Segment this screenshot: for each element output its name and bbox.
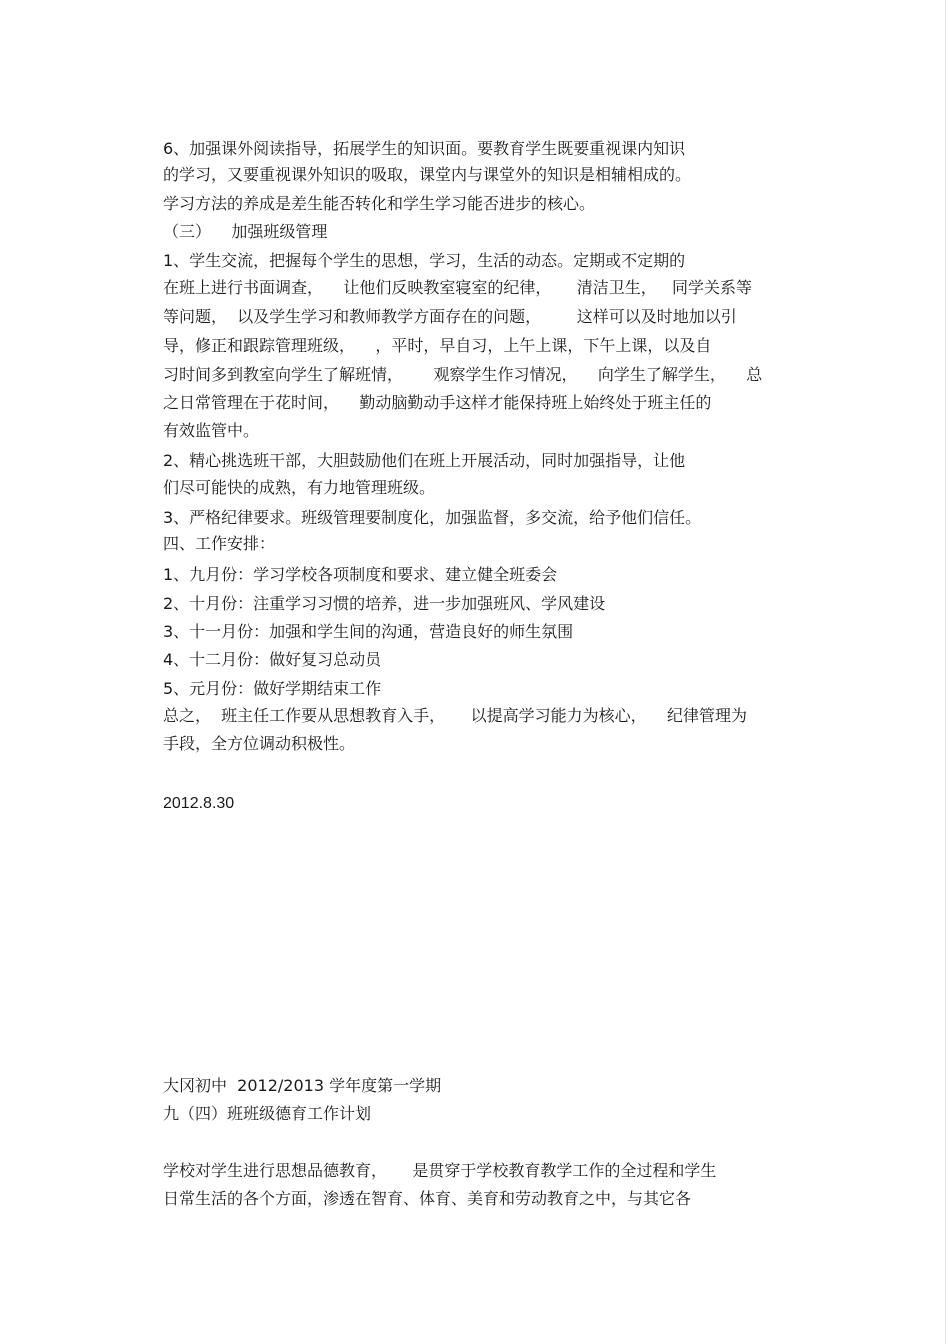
text-line: 6、加强课外阅读指导，拓展学生的知识面。要教育学生既要重视课内知识 xyxy=(163,139,686,158)
text-line: 有效监管中。 xyxy=(163,421,260,440)
schedule-item: 4、十二月份：做好复习总动员 xyxy=(163,650,382,669)
schedule-item: 2、十月份：注重学习习惯的培养，进一步加强班风、学风建设 xyxy=(163,594,606,613)
text-line: 之日常管理在于花时间， 勤动脑勤动手这样才能保持班上始终处于班主任的 xyxy=(163,393,712,412)
page-edge-divider xyxy=(945,0,946,1344)
text-line: 手段，全方位调动积极性。 xyxy=(163,734,356,753)
text-line: 的学习，又要重视课外知识的吸取，课堂内与课堂外的知识是相辅相成的。 xyxy=(163,165,692,184)
section-heading: 四、工作安排： xyxy=(163,534,276,553)
section-heading: （三） 加强班级管理 xyxy=(163,222,328,241)
schedule-item: 1、九月份：学习学校各项制度和要求、建立健全班委会 xyxy=(163,565,558,584)
text-line: 习时间多到教室向学生了解班情， 观察学生作习情况， 向学生了解学生， 总 xyxy=(163,365,763,384)
text-line: 学习方法的养成是差生能否转化和学生学习能否进步的核心。 xyxy=(163,194,596,213)
text-line: 3、严格纪律要求。班级管理要制度化，加强监督，多交流，给予他们信任。 xyxy=(163,508,702,527)
text-line: 学校对学生进行思想品德教育， 是贯穿于学校教育教学工作的全过程和学生 xyxy=(163,1161,717,1180)
text-line: 等问题， 以及学生学习和教师教学方面存在的问题， 这样可以及时地加以引 xyxy=(163,307,737,326)
document-date: 2012.8.30 xyxy=(163,795,235,812)
text-line: 导，修正和跟踪管理班级， ，平时，早自习，上午上课，下午上课，以及自 xyxy=(163,336,712,355)
schedule-item: 5、元月份：做好学期结束工作 xyxy=(163,679,382,698)
text-line: 日常生活的各个方面，渗透在智育、体育、美育和劳动教育之中，与其它各 xyxy=(163,1189,692,1208)
school-term-title: 大冈初中 2012/2013 学年度第一学期 xyxy=(163,1076,442,1095)
plan-title: 九（四）班班级德育工作计划 xyxy=(163,1104,372,1123)
schedule-item: 3、十一月份：加强和学生间的沟通，营造良好的师生氛围 xyxy=(163,622,574,641)
text-line: 2、精心挑选班干部，大胆鼓励他们在班上开展活动，同时加强指导，让他 xyxy=(163,451,686,470)
text-line: 1、学生交流，把握每个学生的思想，学习，生活的动态。定期或不定期的 xyxy=(163,251,686,270)
text-line: 总之， 班主任工作要从思想教育入手， 以提高学习能力为核心， 纪律管理为 xyxy=(163,706,747,725)
text-line: 们尽可能快的成熟，有力地管理班级。 xyxy=(163,478,436,497)
text-line: 在班上进行书面调查， 让他们反映教室寝室的纪律， 清洁卫生， 同学关系等 xyxy=(163,278,753,297)
